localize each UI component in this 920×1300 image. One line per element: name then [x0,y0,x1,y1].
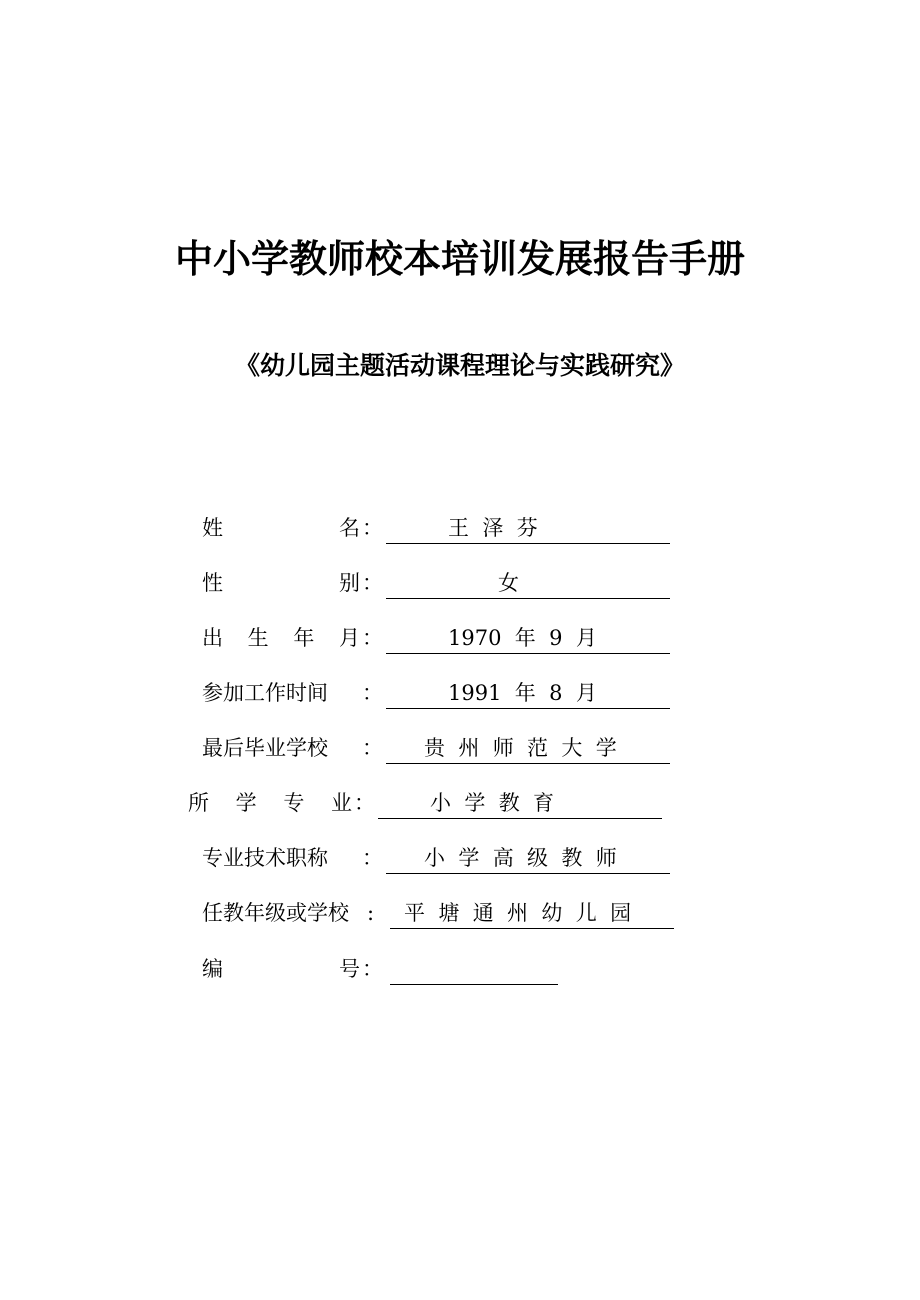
work-start-value: 1991 年 8 月 [448,681,597,705]
name-value: 王 泽 芬 [448,516,538,540]
document-subtitle: 《幼儿园主题活动课程理论与实践研究》 [234,351,685,380]
school-label: 最后毕业学校 [202,736,328,760]
name-row [202,512,682,544]
major-label: 所 学 专 业 [188,791,352,815]
number-field [390,953,558,985]
name-colon: ： [362,516,383,540]
birth-colon: ： [362,626,383,650]
work-start-colon: ： [362,681,383,705]
school-colon: ： [362,736,383,760]
teaching-colon: : [367,901,375,925]
birth-value: 1970 年 9 月 [448,626,597,650]
number-label: 编 号 [202,957,360,981]
birth-field [386,622,670,654]
work-start-field [386,677,670,709]
school-field [386,732,670,764]
school-value: 贵 州 师 范 大 学 [424,736,617,760]
title-rank-value: 小 学 高 级 教 师 [424,846,617,870]
title-rank-field [386,842,670,874]
teaching-label: 任教年级或学校 [202,901,349,925]
number-colon: ： [362,957,383,981]
title-rank-colon: ： [362,846,383,870]
name-field [386,512,670,544]
work-start-row [202,677,682,709]
teaching-row [202,897,682,929]
major-value: 小 学 教 育 [430,791,555,815]
document-title: 中小学教师校本培训发展报告手册 [174,237,745,281]
title-rank-label: 专业技术职称 [202,846,328,870]
number-row [202,953,682,985]
gender-colon: ： [362,571,383,595]
work-start-label: 参加工作时间 [202,681,328,705]
title-rank-row [202,842,682,874]
birth-row [202,622,682,654]
gender-value: 女 [498,571,519,595]
gender-row [202,567,682,599]
major-colon: ： [354,791,375,815]
name-label: 姓 名 [202,516,360,540]
gender-field [386,567,670,599]
teaching-field [390,897,674,929]
birth-label: 出 生 年 月 [202,626,360,650]
teaching-value: 平 塘 通 州 幼 儿 园 [404,901,632,925]
school-row [202,732,682,764]
gender-label: 性 别 [202,571,360,595]
major-row [188,787,668,819]
major-field [378,787,662,819]
